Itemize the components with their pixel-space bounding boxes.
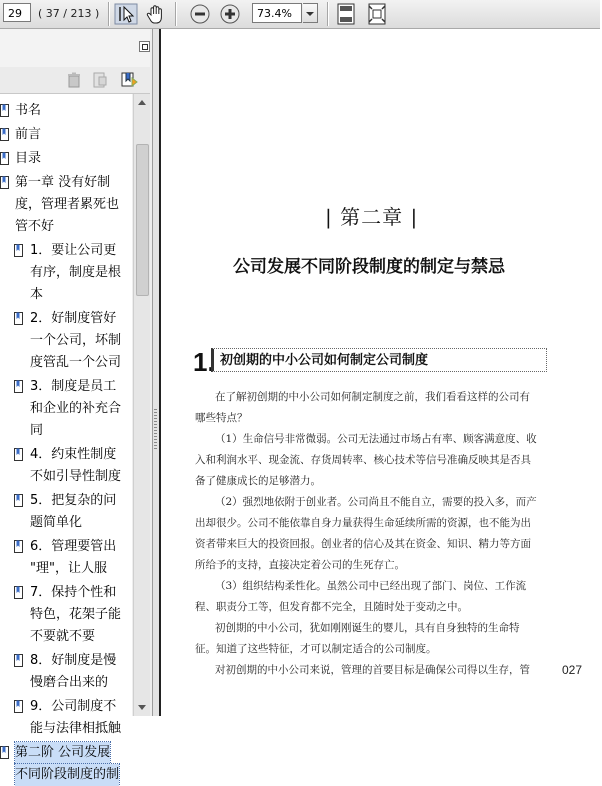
bookmark-item[interactable]: [0, 148, 132, 170]
body-text-line: 初创期的中小公司，犹如刚刚诞生的婴儿，具有自身独特的生命特: [215, 622, 520, 634]
bookmark-scrollbar[interactable]: [133, 94, 150, 716]
bookmark-label: 不如引导性制度: [30, 469, 122, 484]
bookmark-label: 管不好: [15, 219, 55, 234]
bookmark-icon: [0, 175, 9, 188]
toolbar-separator: [327, 2, 329, 26]
body-text-line: 备了健康成长的足够潜力。: [195, 475, 321, 487]
bookmark-icon: [14, 699, 23, 712]
bookmark-icon: [14, 539, 23, 552]
bookmark-icon: [14, 311, 23, 324]
bookmark-icon: [0, 151, 9, 164]
bookmark-label: 9．公司制度不: [30, 699, 117, 714]
page-count: ( 37 / 213 ): [38, 7, 100, 20]
section-title: 初创期的中小公司如何制定公司制度: [211, 348, 547, 372]
hand-tool-icon[interactable]: [144, 3, 168, 25]
trash-icon[interactable]: [66, 72, 82, 88]
bookmark-icon: [14, 493, 23, 506]
toolbar-separator: [175, 2, 177, 26]
bookmark-label: 6．管理要管出: [30, 539, 117, 554]
body-text-line: 对初创期的中小公司来说，管理的首要目标是确保公司得以生存，管: [215, 664, 530, 676]
bookmark-item[interactable]: [0, 444, 132, 488]
bookmark-item[interactable]: [0, 124, 132, 146]
page-footer-number: 027: [562, 663, 583, 677]
scroll-thumb[interactable]: [136, 144, 149, 296]
bookmark-label: 和企业的补充合: [30, 401, 122, 416]
bookmark-label: 5．把复杂的问: [30, 493, 117, 508]
bookmark-label: 1．要让公司更: [30, 243, 117, 258]
chapter-title: 公司发展不同阶段制度的制定与禁忌: [233, 257, 505, 277]
body-text-line: 入和利润水平、现金流、存货周转率、核心技术等信号准确反映其是否具: [195, 454, 531, 466]
bookmark-label: 3．制度是员工: [30, 379, 117, 394]
bookmark-label: 度管乱一个公司: [30, 355, 122, 370]
fit-width-icon[interactable]: [366, 3, 390, 25]
body-text-line: 程、职责分工等，但发育都不完全，且随时处于变动之中。: [195, 601, 468, 613]
bookmark-label: 4．约束性制度: [30, 447, 117, 462]
bookmark-icon: [0, 127, 9, 140]
zoom-level-input[interactable]: 73.4%: [252, 3, 302, 23]
body-text-line: 出却很少。公司不能依靠自身力量获得生命延续所需的资源，也不能为出: [195, 517, 531, 529]
bookmark-label: 不要就不要: [30, 629, 96, 644]
bookmark-label: 度，管理者累死也: [15, 197, 120, 212]
zoom-dropdown-button[interactable]: [303, 3, 318, 23]
bookmark-icon: [0, 103, 9, 116]
bookmark-icon: [14, 379, 23, 392]
bookmark-item[interactable]: [0, 376, 132, 442]
bookmark-label: 8．好制度是慢: [30, 653, 117, 668]
bookmark-item[interactable]: [0, 696, 132, 740]
bookmark-label: 本: [30, 287, 44, 302]
bookmark-label: 目录: [15, 151, 42, 166]
body-text-line: （2）强烈地依附于创业者。公司尚且不能自立，需要的投入多，而产: [215, 496, 537, 508]
bookmarks-toolbar: [0, 67, 150, 94]
select-tool-icon[interactable]: [114, 3, 138, 25]
bookmark-label: 书名: [15, 103, 42, 118]
body-text-line: 资者带来巨大的投资回报。创业者的信心及其在资金、知识、精力等方面: [195, 538, 531, 550]
bookmark-icon: [14, 653, 23, 666]
bookmark-item[interactable]: [0, 582, 132, 648]
bookmark-label: "理"，让人服: [30, 561, 107, 576]
bookmark-item[interactable]: [0, 650, 132, 694]
bookmark-item[interactable]: [0, 490, 132, 534]
bookmark-icon: [14, 447, 23, 460]
body-text-line: 哪些特点？: [195, 412, 248, 424]
bookmark-icon: [0, 745, 9, 758]
bookmark-label: 同: [30, 423, 44, 438]
bookmark-label: 第一章 没有好制: [15, 175, 111, 190]
bookmark-label: 不同阶段制度的制: [15, 764, 119, 786]
bookmark-item[interactable]: [0, 742, 132, 786]
bookmark-label: 题简单化: [30, 515, 83, 530]
bookmark-list: [0, 94, 132, 782]
bookmarks-panel: [0, 29, 153, 782]
bookmark-label: 特色，花架子能: [30, 607, 122, 622]
bookmark-label: 慢磨合出来的: [30, 675, 109, 690]
bookmark-label: 7．保持个性和: [30, 585, 117, 600]
bookmark-icon: [14, 585, 23, 598]
bookmark-label: 能与法律相抵触: [30, 721, 122, 736]
body-text-line: 在了解初创期的中小公司如何制定制度之前，我们看看这样的公司有: [215, 391, 530, 403]
body-text-line: 所给予的支持，直接决定着公司的生死存亡。: [195, 559, 405, 571]
body-text-line: （3）组织结构柔性化。虽然公司中已经出现了部门、岗位、工作流: [215, 580, 527, 592]
new-bookmark-icon[interactable]: [92, 72, 108, 88]
page-number-input[interactable]: 29: [3, 3, 31, 22]
bookmark-item[interactable]: [0, 536, 132, 580]
chapter-label: | 第二章 |: [325, 205, 419, 229]
section-number: 1.: [193, 347, 215, 377]
bookmark-options-icon[interactable]: [121, 72, 137, 88]
toolbar: [0, 0, 600, 29]
bookmark-label: 有序，制度是根: [30, 265, 122, 280]
fit-page-icon[interactable]: [336, 3, 360, 25]
bookmark-label: 第二阶 公司发展: [15, 742, 110, 764]
body-text-line: （1）生命信号非常微弱。公司无法通过市场占有率、顾客满意度、收: [215, 433, 537, 445]
bookmark-item[interactable]: [0, 240, 132, 306]
bookmark-label: 一个公司，坏制: [30, 333, 122, 348]
body-text-line: 征。知道了这些特征，才可以制定适合的公司制度。: [195, 643, 437, 655]
bookmark-item[interactable]: [0, 172, 132, 238]
panel-close-icon[interactable]: [139, 41, 150, 52]
scroll-up-icon[interactable]: [138, 100, 146, 105]
splitter-grip[interactable]: [154, 409, 157, 449]
scroll-down-icon[interactable]: [138, 705, 146, 710]
bookmark-label: 前言: [15, 127, 42, 142]
bookmark-item[interactable]: [0, 100, 132, 122]
zoom-out-icon[interactable]: [189, 3, 213, 25]
bookmark-item[interactable]: [0, 308, 132, 374]
bookmark-icon: [14, 243, 23, 256]
bookmarks-panel-header: [0, 29, 150, 67]
zoom-in-icon[interactable]: [219, 3, 243, 25]
bookmark-label: 2．好制度管好: [30, 311, 117, 326]
toolbar-separator: [108, 2, 110, 26]
